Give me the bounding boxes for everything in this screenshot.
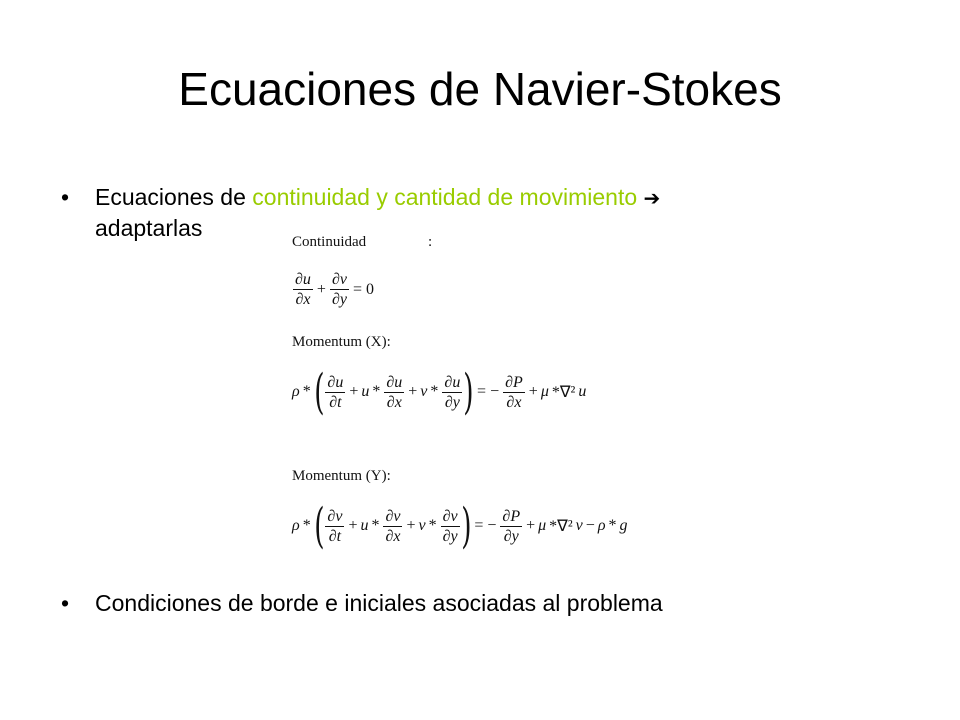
momentum-y-label: Momentum (Y):: [292, 468, 391, 484]
bullet-dot: •: [61, 184, 70, 210]
bullet-prefix: Ecuaciones de: [95, 184, 253, 210]
momentum-x-equation: ρ * ( $\frac{\partial u}{\partial t}$ + u * $\frac{\partial u}{\partial x}$ + v * $\frac{\partial u}{\partial y}$ ) = − $\frac{\partial P}{\partial x}$ + μ *∇² u: [292, 364, 587, 420]
continuity-equation: $\frac{\partial u}{\partial x}$ + $\frac{\partial v}{\partial y}$ = 0: [295, 271, 374, 308]
momentum-y-equation: ρ * ( $\frac{\partial v}{\partial t}$ + u * $\frac{\partial v}{\partial x}$ + v * $\frac{\partial v}{\partial y}$ ) = − $\frac{\partial P}{\partial y}$ + μ *∇² v − ρ * g: [292, 498, 628, 554]
bullet-highlight: continuidad y cantidad de movimiento: [252, 184, 638, 210]
momentum-x-label: Momentum (X):: [292, 334, 391, 350]
bullet-suffix: adaptarlas: [95, 215, 203, 241]
continuity-label: Continuidad: [292, 234, 367, 250]
bullet-conditions-text: Condiciones de borde e iniciales asociadas al problema: [95, 590, 663, 616]
slide-title: Ecuaciones de Navier-Stokes: [178, 63, 782, 115]
bullet-dot: •: [61, 590, 70, 616]
continuity-colon: :: [428, 234, 433, 250]
arrow-icon: ➔: [643, 186, 661, 210]
bullet-conditions: [61, 588, 915, 618]
equations-image: [288, 230, 708, 560]
